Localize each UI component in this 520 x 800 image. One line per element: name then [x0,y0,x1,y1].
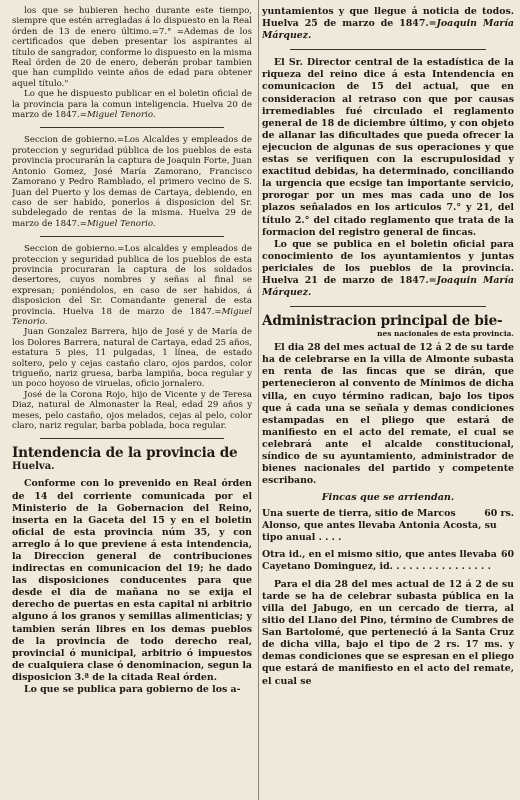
lot-price: 60 rs. [484,508,514,520]
lot-price: 60 [500,548,514,560]
paragraph-text: yuntamientos y que llegue á noticia de todos. Huelva 25 de marzo de 1847. [262,6,514,30]
paragraph-publication-continued: Lo que se publica para gobierno de los a- [24,684,241,696]
section-subheading: nes nacionales de esta provincia. [377,329,514,339]
lot-description: Otra id., en el mismo sitio, que antes llevaba Cayetano Dominguez, id. . . . . . . . . . . . . . . . [262,548,497,572]
right-column [262,6,514,796]
lot-item-2 [262,549,514,573]
paragraph-publication-note [12,89,252,120]
paragraph-continuation [262,6,514,42]
column-divider [258,0,259,800]
lot-item-1 [262,508,514,544]
signature: =Joaquin María Márquez. [262,18,514,42]
paragraph-text: Lo que se publica en el boletin oficial para conocimiento de los ayuntamientos y juntas periciales de los pueblos de la provincia. Huelva 21 de marzo de 1847. [262,238,514,286]
fincas-heading: Fincas que se arriendan. [321,492,455,504]
paragraph-statistics-director: El Sr. Director central de la estadística de la riqueza del reino dice á esta Intendencia en comunicacion de 15 del actual, que en consideracion al retraso con que por causas irremediables fué circulado el reglamento general de 18 de diciembre último, y con objeto de allanar las dificultades que pueda ofrecer la ejecucion de algunas de sus operaciones y que estas se verifiquen con la escrupulosidad y exactitud debidas, ha determinado, conciliando la urgencia que ecsige tan importante servicio, prorogar por un mes mas cada uno de los plazos señalados en los articulos 7.° y 21, del título 2.° del citado reglamento que trata de la formacion del registro general de fincas. [262,57,514,238]
paragraph-text: Lo que he dispuesto publicar en el boletin oficial de la provincia para la comun inteligencia. Huelva 20 de marzo de 1847. [12,89,252,121]
signature: =Miguel Tenorio. [79,110,156,121]
paragraph-auction-jabugo: Para el dia 28 del mes actual de 12 á 2 de su tarde se ha de celebrar subasta pública en la villa del Jabugo, en un cercado de tierra, al sitio del Llano del Pino, término de Cumbres de San Bartolomé, que perteneció á la Santa Cruz de dicha villa, bajo el tipo de 2 rs. 17 ms. y demas condiciones que se espresan en el pliego que estará de manifiesto en el acto del remate, el cual se [262,578,514,687]
section-divider [40,127,224,128]
paragraph-deserter-1: Juan Gonzalez Barrera, hijo de José y de María de los Dolores Barrera, natural de Cartaya, edad 25 años, estatura 5 pies, 11 pulgadas, 1 línea, de estado soltero, pelo y cejas castaño claro, ojos pardos, color trigueño, nariz gruesa, barba lampiña, boca regular y un poco hoyoso de viruelas, oficio jornalero. [12,327,252,390]
section-divider [40,438,224,439]
section-divider [290,49,486,50]
left-column [12,6,252,796]
signature: =Miguel Tenorio. [12,306,252,327]
section-subheading: Huelva. [12,461,55,473]
signature: =Joaquin María Márquez. [262,274,514,299]
section-heading-administracion: Administracion principal de bie- [262,313,503,330]
section-divider [290,306,486,307]
paragraph-capture-order-2 [12,244,252,327]
paragraph-deserter-2: José de la Corona Rojo, hijo de Vicente y de Teresa Diaz, natural de Almonaster la Real, edad 29 años y meses, pelo castaño, ojos melados, cejas al pelo, color claro, nariz regular, barba poblada, boca regular. [12,389,252,432]
paragraph-royal-order: Conforme con lo prevenido en Real órden de 14 del corriente comunicada por el Ministerio de la Gobernacion del Reino, inserta en la Gaceta del 15 y en el boletin oficial de esta provincia núm 35, y con arreglo á lo que previene á esta intendencia, la Direccion general de contribuciones indirectas en comunicacion del 19; he dado las disposiciones conducentes para que desde el dia de mañana no se exija el derecho de puertas en esta capital ni arbitrio alguno á los granos y semillas alimenticias; y tambien serán libres en los demas pueblos de la provincia de todo derecho real, provincial ó municipal, arbitrio ó impuestos de cualquiera clase ó denominacion, segun la disposicion 3.ª de la citada Real órden. [12,478,252,683]
lot-description: Una suerte de tierra, sitio de Marcos Alonso, que antes llevaba Antonia Acosta, su tipo anual . . . . [262,508,497,544]
paragraph-sangrador-conditions: los que se hubieren hecho durante este tiempo, siempre que estén arregladas á lo dispuesto en la Real órden de 13 de enero último.=7.° =Ademas de los certificados que deben presentar los aspirantes al título de sangrador, conforme lo dispuesto en la misma Real órden de 20 de enero, deberán probar tambien que han cumplido veinte años de edad para obtener aquel título." [12,6,252,89]
section-heading-intendencia: Intendencia de la provincia de [12,445,238,462]
section-divider [40,236,224,237]
paragraph-statistics-publication [262,239,514,299]
paragraph-capture-order-1 [12,135,252,229]
paragraph-text: Seccion de gobierno.=Los Alcaldes y empleados de proteccion y seguridad pública de los pueblos de esta provincia procurarán la captura de Joaquin Forte, Juan Antonio Gomez, José María Zamorano, Francisco Zamorano y Pedro Ramblado, el primero vecino de S. Juan del Puerto y los demas de Cartaya, debiendo, en caso de ser habido, ponerlos á disposicion del Sr. subdelegado de rentas de la misma. Huelva 29 de marzo de 1847. [12,135,252,229]
paragraph-auction-almonte: El dia 28 del mes actual de 12 á 2 de su tarde ha de celebrarse en la villa de Almonte subasta en renta de las fincas que se dirán, que pertenecieron al convento de Mínimos de dicha villa, en cuyo término radican, bajo los tipos que á cada una se señala y demas condiciones estampadas en el pliego que estará de manifiesto en el acto del remate, el cual se celebrará ante el alcalde constitucional, síndico de su ayuntamiento, administrador de bienes nacionales del partido y competente escribano. [262,342,514,487]
signature: =Miguel Tenorio. [79,218,156,229]
paragraph-text: Seccion de gobierno.=Los alcaldes y empleados de proteccion y seguridad publica de los pueblos de esta provincia procuraran la captura de los soldados desertores, cuyos nombres y señas al final se expresan; poniéndolos, en caso de ser habidos, á disposicion del Sr. Comandante general de esta provincia. Huelva 18 de marzo de 1847. [12,244,252,317]
